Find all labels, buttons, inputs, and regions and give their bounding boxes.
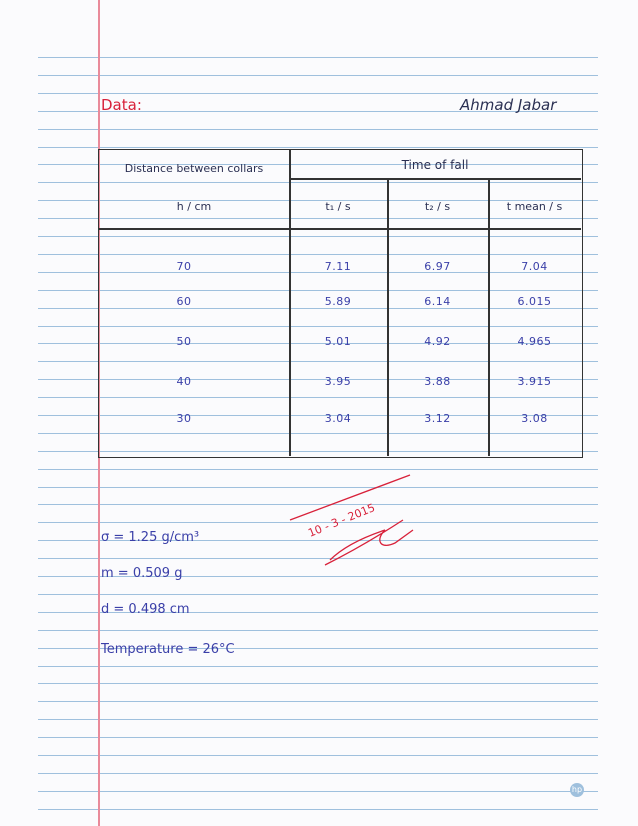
ruled-line [38,129,598,130]
diameter-label: d = [101,602,125,617]
stamp-date: 10 - 3 - 2015 [306,501,377,540]
subheader-tmean: t mean / s [506,200,563,213]
ruled-line [38,683,598,684]
cell-h: 60 [176,295,192,308]
header-distance: Distance between collars [124,162,264,175]
date-signature-stamp [285,465,425,575]
ruled-line [38,594,598,595]
cell-tmean: 3.08 [521,412,548,425]
data-heading: Data: [101,96,142,114]
table-divider [99,228,581,230]
ruled-line [38,93,598,94]
ruled-line [38,701,598,702]
cell-t1: 7.11 [324,260,352,273]
mass-line [101,566,182,581]
cell-h: 70 [176,260,192,273]
subheader-t2: t₂ / s [424,200,451,213]
cell-t2: 4.92 [424,335,451,348]
density-label: σ = [101,530,125,545]
subheader-h: h / cm [176,200,212,213]
mass-value: 0.509 g [132,566,183,581]
cell-t2: 6.97 [424,260,451,273]
cell-h: 50 [176,335,192,348]
ruled-line [38,75,598,76]
temperature-line [101,642,235,657]
cell-t1: 5.89 [324,295,352,308]
cell-tmean: 6.015 [517,295,552,308]
cell-t2: 6.14 [424,295,451,308]
ruled-line [38,147,598,148]
cell-t1: 3.95 [324,375,352,388]
table-divider [289,178,581,180]
ruled-line [38,666,598,667]
ruled-line [38,791,598,792]
ruled-line [38,737,598,738]
density-line [101,530,199,545]
temperature-label: Temperature = [101,642,199,657]
cell-t2: 3.12 [424,412,451,425]
cell-tmean: 7.04 [521,260,548,273]
mass-label: m = [101,566,129,581]
cell-t1: 3.04 [324,412,352,425]
ruled-line [38,57,598,58]
data-table [98,149,583,458]
cell-t2: 3.88 [424,375,451,388]
cell-tmean: 4.965 [517,335,552,348]
hp-logo-icon: hp [570,783,584,797]
diameter-line [101,602,190,617]
cell-t1: 5.01 [324,335,352,348]
ruled-line [38,630,598,631]
cell-h: 30 [176,412,192,425]
cell-tmean: 3.915 [517,375,552,388]
author-name: Ahmad Jabar [460,96,557,114]
density-value: 1.25 g/cm³ [128,530,200,545]
diameter-value: 0.498 cm [128,602,190,617]
ruled-line [38,809,598,810]
header-time-of-fall: Time of fall [401,158,469,172]
ruled-line [38,755,598,756]
subheader-t1: t₁ / s [325,200,351,213]
ruled-line [38,773,598,774]
ruled-line [38,719,598,720]
cell-h: 40 [176,375,192,388]
temperature-value: 26°C [202,642,235,657]
